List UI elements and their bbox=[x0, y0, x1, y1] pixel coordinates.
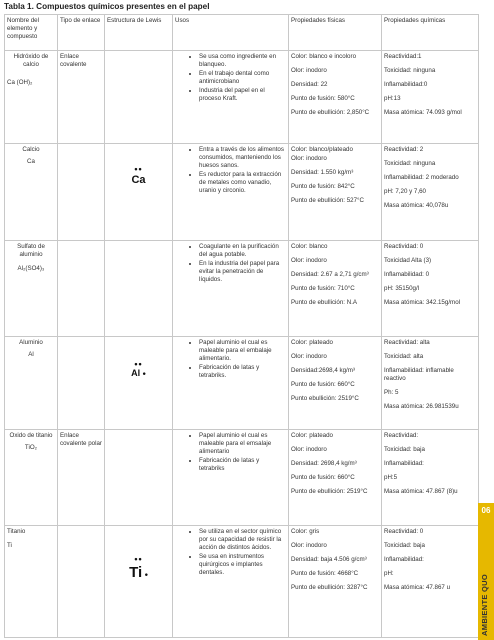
uses-list bbox=[175, 243, 286, 284]
valence-dots: •• bbox=[134, 554, 143, 564]
cell-uses bbox=[173, 51, 289, 144]
cell-lewis bbox=[105, 337, 173, 430]
cell-name bbox=[5, 51, 58, 144]
chemical-prop: Toxicidad: baja bbox=[384, 542, 425, 550]
physical-prop: Olor: inodoro bbox=[291, 353, 327, 361]
table-row bbox=[5, 241, 479, 337]
list-item: • Entra a través de los alimentos consumidos, manteniendo los huesos sanos. bbox=[199, 146, 286, 170]
physical-prop: Olor: inodoro bbox=[291, 155, 327, 163]
cell-chemical bbox=[382, 51, 479, 144]
chemical-prop: Reactividad:1 bbox=[384, 53, 422, 60]
cell-uses bbox=[173, 526, 289, 638]
chemical-prop: Reactividad: 2 bbox=[384, 146, 424, 153]
table-row bbox=[5, 144, 479, 241]
cell-physical bbox=[289, 51, 382, 144]
physical-prop: Punto de ebullición: 2519°C bbox=[291, 488, 368, 496]
element-formula: TiO₂ bbox=[24, 444, 38, 452]
section-tab bbox=[478, 518, 494, 640]
page-number-tab: 06 bbox=[478, 503, 494, 518]
physical-prop: Color: plateado bbox=[291, 432, 333, 439]
chemical-prop: pH: 35150g/l bbox=[384, 285, 420, 293]
compounds-table bbox=[4, 14, 479, 638]
list-item: • En la industria del papel para evitar la penetración de líquidos. bbox=[199, 260, 286, 284]
cell-name bbox=[5, 241, 58, 337]
chemical-prop: Inflamabilidad:0 bbox=[384, 81, 428, 89]
cell-chemical bbox=[382, 337, 479, 430]
cell-bond bbox=[58, 144, 105, 241]
cell-lewis bbox=[105, 144, 173, 241]
element-name: Calcio bbox=[22, 146, 40, 153]
cell-physical bbox=[289, 144, 382, 241]
cell-chemical bbox=[382, 526, 479, 638]
cell-bond bbox=[58, 430, 105, 526]
physical-prop: Punto de ebullición: 3287°C bbox=[291, 584, 368, 592]
bond-type: Enlace covalente polar bbox=[60, 432, 102, 448]
valence-dot: • bbox=[140, 368, 146, 379]
cell-lewis bbox=[105, 526, 173, 638]
element-name: Aluminio bbox=[19, 339, 43, 346]
lewis-symbol: Al bbox=[131, 368, 141, 378]
element-formula: Ti bbox=[7, 542, 12, 550]
lewis-structure bbox=[107, 166, 170, 187]
physical-prop: Color: plateado bbox=[291, 339, 333, 346]
cell-name bbox=[5, 144, 58, 241]
bond-type: Enlace covalente bbox=[60, 53, 87, 69]
header-bond: Tipo de enlace bbox=[58, 15, 105, 51]
cell-bond bbox=[58, 337, 105, 430]
element-name: Sulfato de aluminio bbox=[17, 243, 45, 259]
physical-prop: Densidad:2698,4 kg/m³ bbox=[291, 367, 355, 375]
list-item: • Coagulante en la purificación del agua potable. bbox=[199, 243, 286, 259]
lewis-structure bbox=[107, 556, 170, 583]
chemical-prop: Masa atómica: 74.093 g/mol bbox=[384, 109, 462, 117]
physical-prop: Densidad: baja 4.506 g/cm³ bbox=[291, 556, 367, 564]
list-item: • Es reductor para la extracción de metales como vanadio, uranio y circonio. bbox=[199, 171, 286, 195]
cell-physical bbox=[289, 337, 382, 430]
list-item: • En el trabajo dental como antimicrobiano bbox=[199, 70, 286, 86]
cell-name bbox=[5, 526, 58, 638]
physical-prop: Punto de ebullición: 527°C bbox=[291, 197, 364, 205]
physical-prop: Densidad: 22 bbox=[291, 81, 328, 89]
element-formula: Al bbox=[28, 351, 34, 359]
lewis-symbol: Ca bbox=[131, 174, 146, 186]
physical-prop: Olor: inodoro bbox=[291, 67, 327, 75]
chemical-prop: pH:5 bbox=[384, 474, 398, 482]
uses-list bbox=[175, 528, 286, 577]
chemical-prop: pH: bbox=[384, 570, 394, 578]
chemical-prop: Inflamabilidad: bbox=[384, 556, 424, 564]
chemical-prop: Inflamabilidad: 0 bbox=[384, 271, 430, 279]
physical-prop: Punto de ebullición: 2,850°C bbox=[291, 109, 370, 117]
chemical-prop: Toxicidad: ninguna bbox=[384, 67, 436, 75]
cell-bond bbox=[58, 241, 105, 337]
element-formula: Ca bbox=[27, 158, 35, 166]
chemical-prop: Toxicidad: baja bbox=[384, 446, 425, 454]
cell-uses bbox=[173, 144, 289, 241]
valence-dots: •• bbox=[134, 164, 143, 174]
uses-list bbox=[175, 339, 286, 380]
cell-physical bbox=[289, 526, 382, 638]
table-row bbox=[5, 337, 479, 430]
table-row bbox=[5, 526, 479, 638]
cell-physical bbox=[289, 430, 382, 526]
uses-list bbox=[175, 432, 286, 473]
physical-prop: Color: blanco/plateado bbox=[291, 146, 353, 153]
element-formula: Ca (OH)₂ bbox=[7, 79, 33, 87]
element-formula: Al₂(SO4)₃ bbox=[17, 265, 45, 273]
physical-prop: Densidad: 2698,4 kg/m³ bbox=[291, 460, 357, 468]
list-item: • Se usa en instrumentos quirúrgicos e implantes dentales. bbox=[199, 553, 286, 577]
chemical-prop: Masa atómica: 47.867 (8)u bbox=[384, 488, 458, 496]
physical-prop: Olor: inodoro bbox=[291, 257, 327, 265]
table-row bbox=[5, 51, 479, 144]
cell-physical bbox=[289, 241, 382, 337]
cell-lewis bbox=[105, 51, 173, 144]
list-item: • Fabricación de latas y tetrabriks bbox=[199, 457, 286, 473]
chemical-prop: Masa atómica: 47.867 u bbox=[384, 584, 451, 592]
physical-prop: Punto de fusión: 842°C bbox=[291, 183, 355, 191]
cell-chemical bbox=[382, 430, 479, 526]
physical-prop: Punto de fusión: 660°C bbox=[291, 381, 355, 389]
chemical-prop: Masa atómica: 26.981539u bbox=[384, 403, 459, 411]
element-name: Titanio bbox=[7, 528, 26, 535]
uses-list bbox=[175, 146, 286, 195]
chemical-prop: Reactividad: 0 bbox=[384, 528, 424, 535]
physical-prop: Densidad: 1.550 kg/m³ bbox=[291, 169, 354, 177]
header-chemical: Propiedades químicas bbox=[382, 15, 479, 51]
cell-uses bbox=[173, 241, 289, 337]
valence-dot: • bbox=[142, 569, 148, 580]
chemical-prop: Toxicidad Alta (3) bbox=[384, 257, 432, 265]
chemical-prop: Inflamabilidad: inflamable reactivo bbox=[384, 367, 454, 383]
table-header-row bbox=[5, 15, 479, 51]
physical-prop: Olor: inodoro bbox=[291, 446, 327, 454]
cell-chemical bbox=[382, 241, 479, 337]
chemical-prop: Inflamabilidad: 2 moderado bbox=[384, 174, 459, 182]
physical-prop: Punto de fusión: 4668°C bbox=[291, 570, 359, 578]
element-name: Oxido de titanio bbox=[9, 432, 53, 439]
chemical-prop: Reactividad: bbox=[384, 432, 419, 439]
chemical-prop: pH: 7,20 y 7,60 bbox=[384, 188, 426, 196]
section-label: AMBIENTE QUO bbox=[480, 574, 489, 636]
header-name: Nombre del elemento y compuesto bbox=[5, 15, 58, 51]
cell-uses bbox=[173, 337, 289, 430]
physical-prop: Color: blanco e incoloro bbox=[291, 53, 357, 60]
list-item: • Se utiliza en el sector químico por su capacidad de resistir la acción de distintos ácidos. bbox=[199, 528, 286, 552]
lewis-structure bbox=[107, 361, 170, 380]
cell-bond bbox=[58, 526, 105, 638]
physical-prop: Punto de fusión: 580°C bbox=[291, 95, 355, 103]
list-item: • Industria del papel en el proceso Kraft. bbox=[199, 87, 286, 103]
chemical-prop: Ph: 5 bbox=[384, 389, 399, 397]
valence-dots: •• bbox=[134, 359, 143, 369]
chemical-prop: Reactividad: alta bbox=[384, 339, 430, 346]
physical-prop: Punto de ebullición: N.A bbox=[291, 299, 358, 307]
physical-prop: Punto ebullición: 2519°C bbox=[291, 395, 359, 403]
header-physical: Propiedades físicas bbox=[289, 15, 382, 51]
header-lewis: Estructura de Lewis bbox=[105, 15, 173, 51]
cell-uses bbox=[173, 430, 289, 526]
list-item: • Fabricación de latas y tetrabriks. bbox=[199, 364, 286, 380]
physical-prop: Punto de fusión: 710°C bbox=[291, 285, 355, 293]
element-name: Hidróxido de calcio bbox=[13, 53, 49, 69]
table-row bbox=[5, 430, 479, 526]
chemical-prop: Masa atómica: 342.15g/mol bbox=[384, 299, 461, 307]
chemical-prop: Toxicidad: alta bbox=[384, 353, 424, 361]
chemical-prop: Inflamabilidad: bbox=[384, 460, 424, 468]
uses-list bbox=[175, 53, 286, 103]
list-item: • Papel aluminio el cual es maleable para el emsalaje alimentario bbox=[199, 432, 286, 456]
cell-bond bbox=[58, 51, 105, 144]
physical-prop: Punto de fusión: 660°C bbox=[291, 474, 355, 482]
chemical-prop: pH:13 bbox=[384, 95, 401, 103]
list-item: • Papel aluminio el cual es maleable para el embalaje alimentario. bbox=[199, 339, 286, 363]
chemical-prop: Masa atómica: 40,078u bbox=[384, 202, 449, 210]
cell-lewis bbox=[105, 241, 173, 337]
physical-prop: Color: gris bbox=[291, 528, 320, 535]
cell-lewis bbox=[105, 430, 173, 526]
physical-prop: Densidad: 2.67 a 2,71 g/cm³ bbox=[291, 271, 369, 279]
cell-chemical bbox=[382, 144, 479, 241]
header-uses: Usos bbox=[173, 15, 289, 51]
table-title: Tabla 1. Compuestos químicos presentes en el papel bbox=[4, 2, 210, 11]
physical-prop: Olor: inodoro bbox=[291, 542, 327, 550]
cell-name bbox=[5, 430, 58, 526]
cell-name bbox=[5, 337, 58, 430]
chemical-prop: Toxicidad: ninguna bbox=[384, 160, 436, 168]
lewis-symbol: Ti bbox=[129, 564, 143, 581]
physical-prop: Color: blanco bbox=[291, 243, 328, 250]
chemical-prop: Reactividad: 0 bbox=[384, 243, 424, 250]
list-item: • Se usa como ingrediente en blanqueo. bbox=[199, 53, 286, 69]
